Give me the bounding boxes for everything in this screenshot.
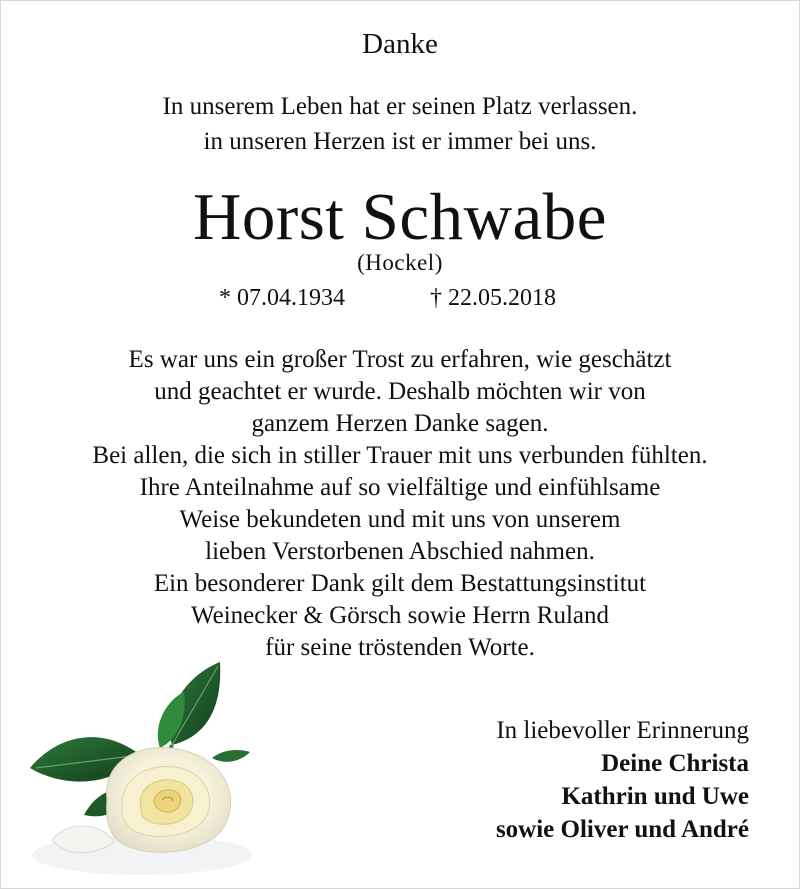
- signature-name: sowie Oliver und André: [495, 816, 749, 843]
- white-rose-icon: [22, 650, 272, 880]
- body-line: Es war uns ein großer Trost zu erfahren, wie geschätzt: [128, 346, 672, 373]
- intro-line: In unserem Leben hat er seinen Platz verlassen.: [162, 93, 638, 120]
- birth-date: * 07.04.1934: [219, 285, 345, 311]
- signature-name: Deine Christa: [601, 750, 749, 777]
- signature-name: Kathrin und Uwe: [561, 783, 749, 810]
- body-line: und geachtet er wurde. Deshalb möchten wir von: [154, 378, 646, 405]
- body-line: lieben Verstorbenen Abschied nahmen.: [205, 538, 595, 565]
- card-heading: Danke: [362, 28, 438, 60]
- body-line: Bei allen, die sich in stiller Trauer mit uns verbunden fühlten.: [92, 442, 708, 469]
- body-line: Ein besonderer Dank gilt dem Bestattungsinstitut: [153, 570, 647, 597]
- deceased-name: Horst Schwabe: [193, 180, 607, 254]
- body-line: Ihre Anteilnahme auf so vielfältige und einfühlsame: [139, 474, 661, 501]
- deceased-nickname: (Hockel): [357, 250, 443, 275]
- signature-intro: In liebevoller Erinnerung: [496, 717, 749, 744]
- body-line: Weinecker & Görsch sowie Herrn Ruland: [191, 602, 609, 629]
- body-line: ganzem Herzen Danke sagen.: [251, 410, 549, 437]
- death-date: † 22.05.2018: [430, 285, 556, 311]
- intro-line: in unseren Herzen ist er immer bei uns.: [203, 128, 597, 155]
- body-line: für seine tröstenden Worte.: [265, 634, 535, 661]
- body-line: Weise bekundeten und mit uns von unserem: [179, 506, 621, 533]
